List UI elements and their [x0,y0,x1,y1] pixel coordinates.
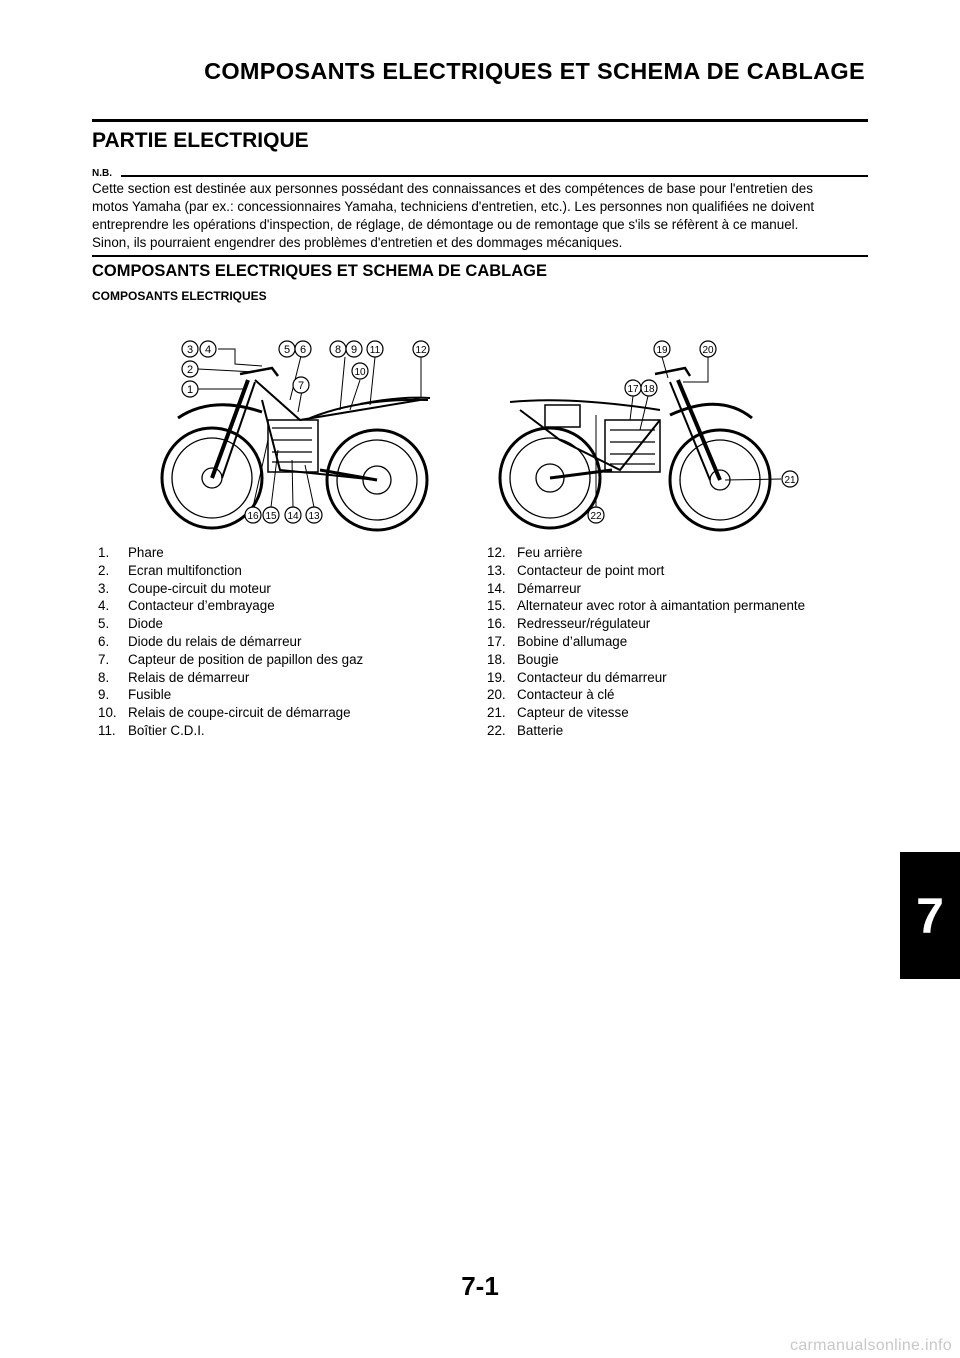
callout-22 [588,507,604,523]
legend-item: 22. Batterie [487,722,564,738]
svg-text:3: 3 [186,344,194,356]
svg-text:18: 18 [643,384,655,395]
svg-text:6: 6 [299,344,307,356]
svg-text:8: 8 [334,344,342,356]
callout-16 [245,507,261,523]
note-line: Sinon, ils pourraient engendrer des problèmes d'entretien et des dommages mécaniques. [92,235,623,250]
svg-text:10: 10 [354,367,366,378]
note-line: entreprendre les opérations d'inspection, de réglage, de démontage ou de remontage que s'ils se réfèrent à ce manuel. [92,217,799,232]
callout-9 [346,341,362,357]
callout-2 [182,361,198,377]
svg-text:12: 12 [415,345,427,356]
legend-item: 9. Fusible [98,687,172,703]
callout-11 [367,341,383,357]
callout-1 [182,381,198,397]
legend-item: 6. Diode du relais de démarreur [98,633,302,649]
legend-item: 5. Diode [98,616,163,632]
chapter-tab: 7 [900,852,960,979]
svg-text:1: 1 [186,384,194,396]
note-line: motos Yamaha (par ex.: concessionnaires Yamaha, techniciens d'entretien, etc.). Les personnes non qualifiées ne doivent [92,199,815,214]
svg-text:14: 14 [287,511,299,522]
callout-3 [182,341,198,357]
legend-item: 7. Capteur de position de papillon des gaz [98,651,364,667]
legend-item: 8. Relais de démarreur [98,669,250,685]
svg-text:20: 20 [702,345,714,356]
legend-item: 20. Contacteur à clé [487,687,615,703]
callout-21 [782,471,798,487]
svg-text:17: 17 [627,384,639,395]
svg-text:7: 7 [297,380,305,392]
svg-text:15: 15 [265,511,277,522]
svg-text:4: 4 [204,344,212,356]
svg-text:5: 5 [283,344,291,356]
callout-10 [352,363,368,379]
legend-item: 11. Boîtier C.D.I. [98,722,205,738]
legend-item: 14. Démarreur [487,580,581,596]
legend-item: 13. Contacteur de point mort [487,562,665,578]
subsection-title: COMPOSANTS ELECTRIQUES ET SCHEMA DE CABLAGE [92,262,547,280]
callout-5 [279,341,295,357]
callout-15 [263,507,279,523]
callout-4 [200,341,216,357]
legend-right [487,544,805,740]
legend-item: 16. Redresseur/régulateur [487,616,651,632]
callout-6 [295,341,311,357]
svg-text:11: 11 [369,345,381,356]
callout-14 [285,507,301,523]
callout-7 [293,377,309,393]
svg-text:13: 13 [308,511,320,522]
watermark: carmanualsonline.info [790,1337,952,1354]
callout-19 [654,341,670,357]
svg-text:22: 22 [590,511,602,522]
legend-item: 2. Ecran multifonction [98,562,242,578]
legend-item: 18. Bougie [487,651,559,667]
legend-item: 15. Alternateur avec rotor à aimantation permanente [487,598,806,614]
page-header-title: COMPOSANTS ELECTRIQUES ET SCHEMA DE CABLAGE [204,58,865,84]
legend-item: 21. Capteur de vitesse [487,705,629,721]
svg-text:16: 16 [247,511,259,522]
callout-17 [625,380,641,396]
callout-12 [413,341,429,357]
left-motorcycle-drawing [162,368,430,530]
callout-20 [700,341,716,357]
callout-8 [330,341,346,357]
svg-text:9: 9 [350,344,358,356]
legend-item: 3. Coupe-circuit du moteur [98,580,271,596]
subsection-subtitle: COMPOSANTS ELECTRIQUES [92,289,267,303]
legend-item: 4. Contacteur d’embrayage [98,598,275,614]
legend-item: 12. Feu arrière [487,545,583,560]
section-title: PARTIE ELECTRIQUE [92,129,309,152]
page-number: 7-1 [461,1271,499,1301]
svg-text:21: 21 [784,475,796,486]
svg-text:19: 19 [656,345,668,356]
callout-13 [306,507,322,523]
note-label: N.B. [92,168,112,179]
callout-18 [641,380,657,396]
legend-item: 1. Phare [98,545,164,560]
legend-left [98,544,363,740]
note-line: Cette section est destinée aux personnes possédant des connaissances et des compétences de base pour l'entretien des [92,181,813,196]
legend-item: 19. Contacteur du démarreur [487,669,667,685]
motorcycle-diagram [0,0,960,540]
legend-item: 10. Relais de coupe-circuit de démarrage [98,705,351,721]
svg-text:2: 2 [186,364,194,376]
legend-item: 17. Bobine d’allumage [487,633,628,649]
